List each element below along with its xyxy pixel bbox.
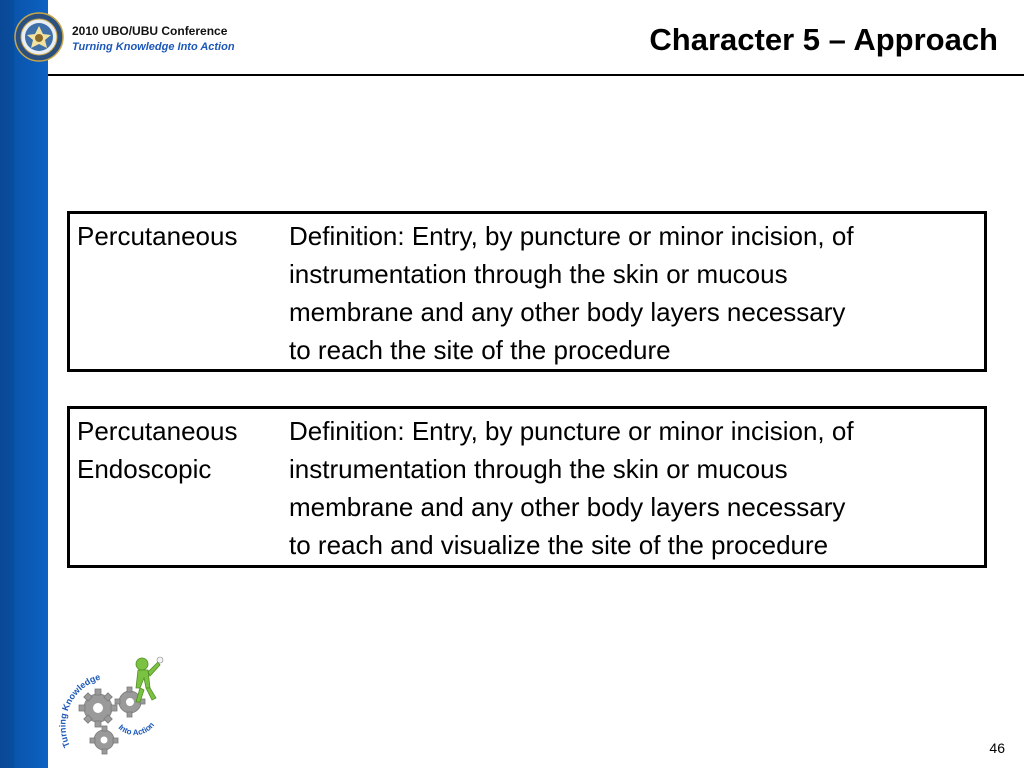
definition-line: instrumentation through the skin or mucous: [289, 259, 788, 289]
definition-line: membrane and any other body layers necessary: [289, 492, 846, 522]
logo-text-bottom: Into Action: [116, 720, 157, 738]
definition-line: to reach the site of the procedure: [289, 335, 671, 365]
blue-side-bar: [0, 0, 48, 768]
definition-text: [289, 412, 979, 564]
conference-header: [72, 23, 235, 55]
title-divider: [48, 74, 1024, 76]
page-number: 46: [989, 740, 1005, 756]
definition-text: [289, 217, 979, 369]
definition-line: to reach and visualize the site of the procedure: [289, 530, 829, 560]
term-label: [77, 412, 277, 488]
svg-text:Into Action: [117, 720, 157, 737]
slide-title: Character 5 – Approach: [649, 22, 998, 57]
department-of-defense-seal-icon: [14, 12, 64, 62]
definition-line: Definition: Entry, by puncture or minor incision, of: [289, 221, 854, 251]
definition-box-percutaneous: [67, 211, 987, 372]
turning-knowledge-gears-logo: [56, 648, 174, 760]
definition-line: Definition: Entry, by puncture or minor incision, of: [289, 416, 854, 446]
term-line: Percutaneous: [77, 221, 238, 251]
definition-line: membrane and any other body layers necessary: [289, 297, 846, 327]
conference-subtitle: Turning Knowledge Into Action: [72, 41, 235, 53]
definition-box-percutaneous-endoscopic: [67, 406, 987, 568]
term-line: Percutaneous: [77, 416, 238, 446]
definition-line: instrumentation through the skin or mucous: [289, 454, 788, 484]
logo-text-top: Turning Knowledge: [57, 671, 102, 750]
conference-title: 2010 UBO/UBU Conference: [72, 24, 228, 38]
term-line: Endoscopic: [77, 454, 212, 484]
term-label: [77, 217, 277, 255]
